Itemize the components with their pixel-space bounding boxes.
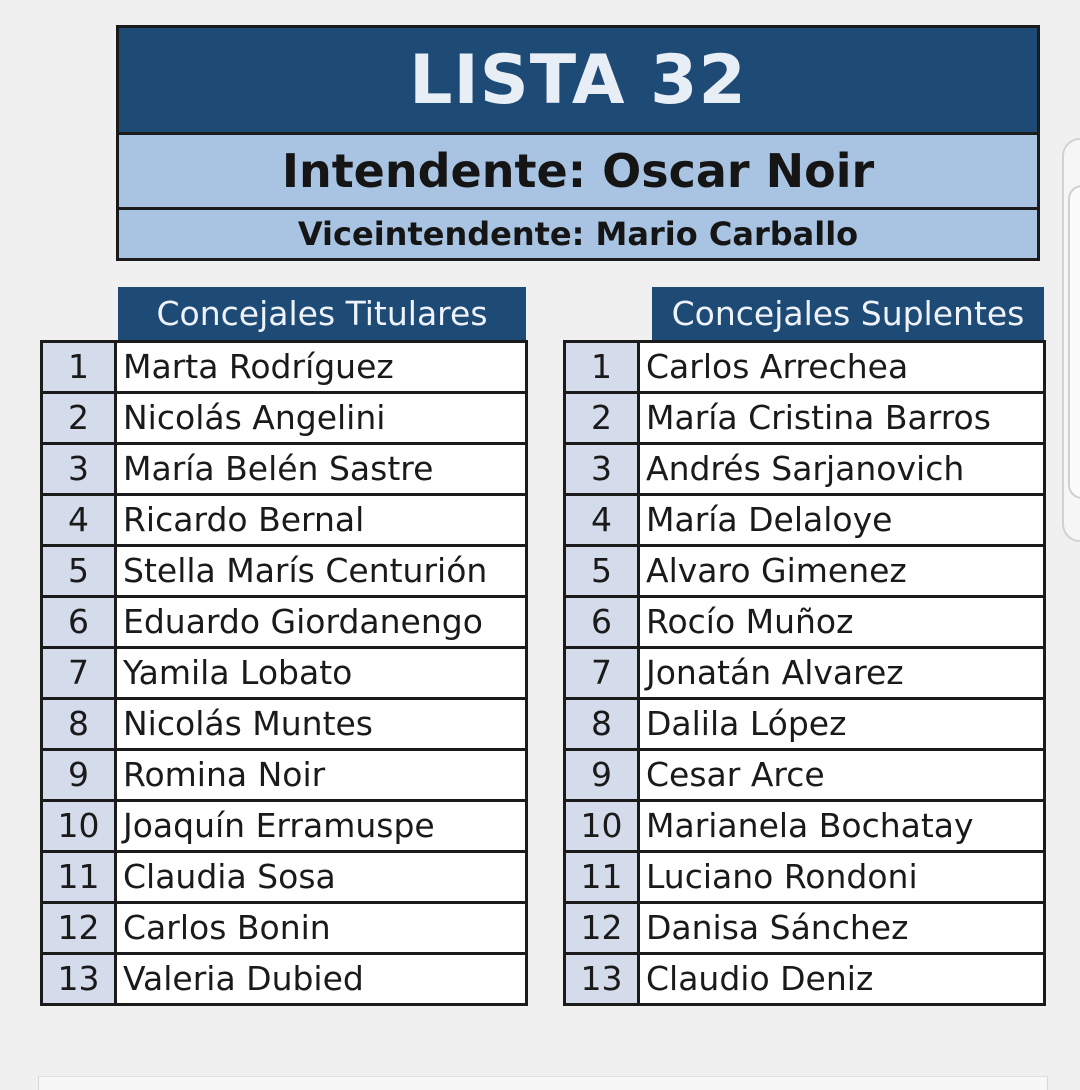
suplente-row-name: Dalila López [639, 699, 1045, 750]
suplente-row-number: 6 [565, 597, 639, 648]
suplente-row-name: Rocío Muñoz [639, 597, 1045, 648]
suplente-row [565, 393, 1045, 444]
suplente-row-name: Jonatán Alvarez [639, 648, 1045, 699]
titular-row [42, 597, 527, 648]
side-panel-handle[interactable] [1068, 185, 1080, 499]
titular-row-name: Valeria Dubied [116, 954, 527, 1005]
bottom-bar [38, 1076, 1048, 1090]
suplente-row-name: María Cristina Barros [639, 393, 1045, 444]
suplente-row-number: 2 [565, 393, 639, 444]
titular-row [42, 801, 527, 852]
titular-row [42, 903, 527, 954]
titulares-table [40, 340, 528, 1006]
titular-row [42, 699, 527, 750]
suplente-row-name: Alvaro Gimenez [639, 546, 1045, 597]
titular-row-number: 9 [42, 750, 116, 801]
titular-row [42, 954, 527, 1005]
suplente-row-name: Luciano Rondoni [639, 852, 1045, 903]
titulares-heading: Concejales Titulares [118, 287, 526, 340]
titular-row-name: Nicolás Muntes [116, 699, 527, 750]
suplente-row-number: 1 [565, 342, 639, 393]
titular-row-number: 5 [42, 546, 116, 597]
titular-row-name: María Belén Sastre [116, 444, 527, 495]
suplente-row-name: Claudio Deniz [639, 954, 1045, 1005]
titular-row [42, 393, 527, 444]
titular-row-number: 2 [42, 393, 116, 444]
titular-row-number: 8 [42, 699, 116, 750]
titular-row-number: 6 [42, 597, 116, 648]
suplente-row [565, 342, 1045, 393]
suplente-row-number: 11 [565, 852, 639, 903]
suplente-row-name: Danisa Sánchez [639, 903, 1045, 954]
suplente-row [565, 546, 1045, 597]
titular-row-name: Nicolás Angelini [116, 393, 527, 444]
suplentes-heading: Concejales Suplentes [652, 287, 1044, 340]
suplente-row-number: 13 [565, 954, 639, 1005]
titular-row-number: 7 [42, 648, 116, 699]
suplente-row [565, 903, 1045, 954]
titular-row-name: Carlos Bonin [116, 903, 527, 954]
titular-row-name: Romina Noir [116, 750, 527, 801]
suplente-row-number: 9 [565, 750, 639, 801]
titular-row-name: Yamila Lobato [116, 648, 527, 699]
suplente-row [565, 495, 1045, 546]
titular-row-name: Marta Rodríguez [116, 342, 527, 393]
suplente-row [565, 597, 1045, 648]
titular-row-name: Ricardo Bernal [116, 495, 527, 546]
titular-row-number: 11 [42, 852, 116, 903]
titular-row-name: Eduardo Giordanengo [116, 597, 527, 648]
suplente-row [565, 750, 1045, 801]
titular-row [42, 495, 527, 546]
suplente-row-name: Carlos Arrechea [639, 342, 1045, 393]
suplente-row-number: 8 [565, 699, 639, 750]
titular-row [42, 546, 527, 597]
suplente-row-number: 12 [565, 903, 639, 954]
suplente-row [565, 648, 1045, 699]
titular-row [42, 444, 527, 495]
suplente-row-number: 3 [565, 444, 639, 495]
titular-row-number: 1 [42, 342, 116, 393]
titular-row-number: 3 [42, 444, 116, 495]
titular-row [42, 342, 527, 393]
suplente-row-number: 10 [565, 801, 639, 852]
titular-row [42, 750, 527, 801]
suplente-row [565, 801, 1045, 852]
suplente-row-number: 4 [565, 495, 639, 546]
titular-row-number: 10 [42, 801, 116, 852]
titular-row-number: 13 [42, 954, 116, 1005]
suplente-row [565, 699, 1045, 750]
titular-row-number: 12 [42, 903, 116, 954]
suplente-row [565, 852, 1045, 903]
suplente-row-number: 5 [565, 546, 639, 597]
list-title: LISTA 32 [119, 28, 1037, 135]
suplente-row-name: Cesar Arce [639, 750, 1045, 801]
titular-row-name: Stella Marís Centurión [116, 546, 527, 597]
suplente-row-number: 7 [565, 648, 639, 699]
titular-row-name: Claudia Sosa [116, 852, 527, 903]
suplente-row [565, 954, 1045, 1005]
suplente-row [565, 444, 1045, 495]
suplente-row-name: Andrés Sarjanovich [639, 444, 1045, 495]
suplentes-table [563, 340, 1046, 1006]
list-header [116, 25, 1040, 261]
suplente-row-name: Marianela Bochatay [639, 801, 1045, 852]
titular-row-name: Joaquín Erramuspe [116, 801, 527, 852]
titular-row-number: 4 [42, 495, 116, 546]
titular-row [42, 648, 527, 699]
suplente-row-name: María Delaloye [639, 495, 1045, 546]
titular-row [42, 852, 527, 903]
viceintendente-label: Viceintendente: Mario Carballo [119, 210, 1037, 258]
intendente-label: Intendente: Oscar Noir [119, 135, 1037, 210]
